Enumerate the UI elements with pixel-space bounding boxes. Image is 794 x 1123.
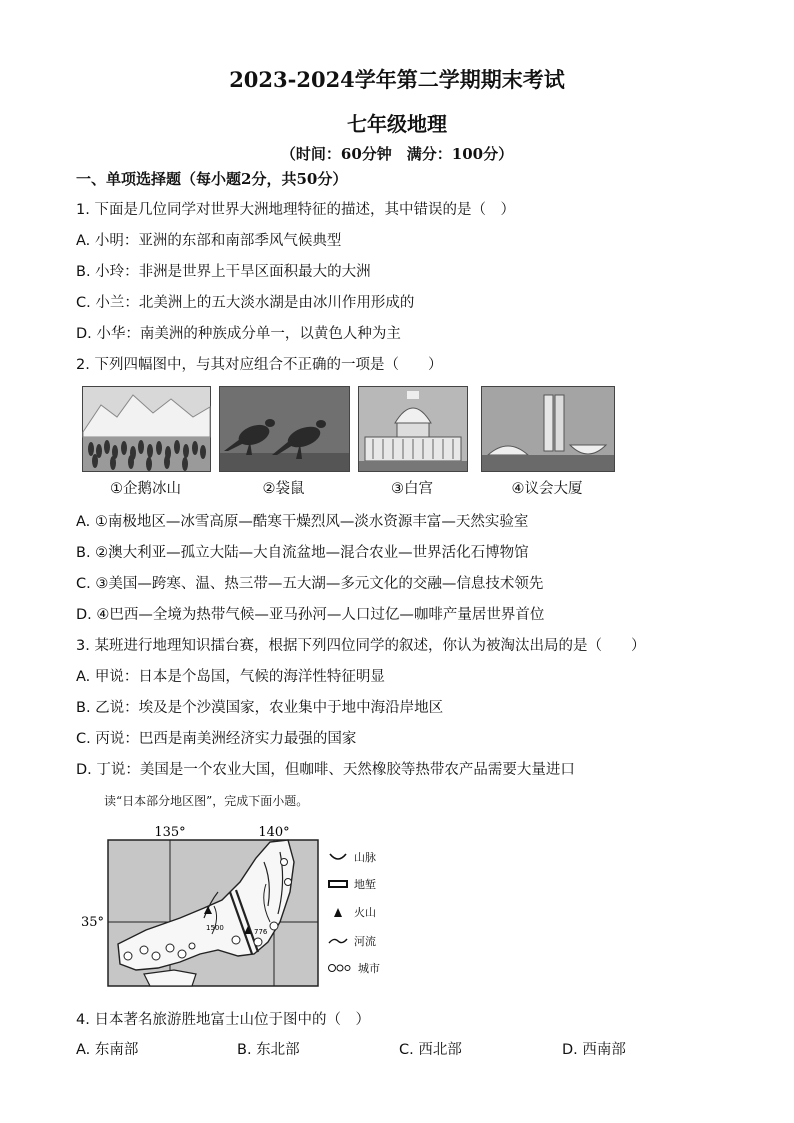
kangaroo-photo — [219, 386, 350, 472]
section-heading: 一、单项选择题（每小题2分，共50分） — [76, 170, 348, 188]
question-1-stem: 1. 下面是几位同学对世界大洲地理特征的描述，其中错误的是（ ） — [76, 202, 515, 218]
question-1-option-d: D. 小华：南美洲的种族成分单一，以黄色人种为主 — [76, 326, 401, 342]
lon-label-140: 140° — [258, 825, 290, 840]
caption-penguin-iceberg: ①企鹅冰山 — [110, 481, 181, 497]
exam-title: 2023-2024学年第二学期期末考试 — [229, 67, 565, 92]
exam-subject: 七年级地理 — [347, 112, 447, 136]
question-3-option-a: A. 甲说：日本是个岛国，气候的海洋性特征明显 — [76, 669, 385, 685]
legend-river — [328, 933, 376, 949]
penguin-iceberg-photo — [82, 386, 211, 472]
exam-time-info: （时间：60分钟 满分：100分） — [280, 145, 514, 163]
question-4-option-b: B. 东北部 — [237, 1042, 300, 1058]
legend-graben-label: 地堑 — [354, 878, 376, 891]
question-1-option-a: A. 小明：亚洲的东部和南部季风气候典型 — [76, 233, 342, 249]
question-1-option-b: B. 小玲：非洲是世界上干旱区面积最大的大洲 — [76, 264, 371, 280]
caption-kangaroo: ②袋鼠 — [262, 481, 305, 497]
lon-label-135: 135° — [154, 825, 186, 840]
question-3-stem: 3. 某班进行地理知识擂台赛，根据下列四位同学的叙述，你认为被淘汰出局的是（ ） — [76, 638, 646, 654]
caption-white-house: ③白宫 — [391, 481, 433, 497]
elevation-label-1500: 1500 — [206, 924, 224, 932]
parliament-building-photo — [481, 386, 615, 472]
legend-mountain-label: 山脉 — [354, 851, 376, 864]
map-intro: 读“日本部分地区图”，完成下面小题。 — [104, 794, 309, 808]
legend-mountain — [328, 849, 376, 865]
city-icon — [328, 963, 352, 973]
lat-label-35: 35° — [80, 915, 104, 930]
river-icon — [328, 936, 348, 946]
japan-map — [80, 822, 324, 992]
legend-volcano-label: 火山 — [354, 906, 376, 919]
question-2-option-d: D. ④巴西—全境为热带气候—亚马孙河—人口过亿—咖啡产量居世界首位 — [76, 607, 545, 623]
legend-graben — [328, 876, 376, 892]
caption-parliament: ④议会大厦 — [511, 481, 583, 497]
elevation-label-776: 776 — [254, 928, 268, 936]
mountain-range-icon — [328, 852, 348, 862]
question-3-option-d: D. 丁说：美国是一个农业大国，但咖啡、天然橡胶等热带农产品需要大量进口 — [76, 762, 575, 778]
question-4-option-c: C. 西北部 — [399, 1042, 462, 1058]
question-1-option-c: C. 小兰：北美洲上的五大淡水湖是由冰川作用形成的 — [76, 295, 415, 311]
volcano-icon — [328, 907, 348, 917]
capitol-building-photo — [358, 386, 468, 472]
legend-city — [328, 960, 380, 976]
question-4-option-d: D. 西南部 — [562, 1042, 626, 1058]
legend-river-label: 河流 — [354, 935, 376, 948]
question-4-option-a: A. 东南部 — [76, 1042, 139, 1058]
question-2-option-a: A. ①南极地区—冰雪高原—酷寒干燥烈风—淡水资源丰富—天然实验室 — [76, 514, 529, 530]
question-2-option-c: C. ③美国—跨寒、温、热三带—五大湖—多元文化的交融—信息技术领先 — [76, 576, 544, 592]
graben-icon — [328, 879, 348, 889]
question-2-option-b: B. ②澳大利亚—孤立大陆—大自流盆地—混合农业—世界活化石博物馆 — [76, 545, 529, 561]
question-3-option-b: B. 乙说：埃及是个沙漠国家，农业集中于地中海沿岸地区 — [76, 700, 444, 716]
legend-volcano — [328, 904, 376, 920]
question-4-stem: 4. 日本著名旅游胜地富士山位于图中的（ ） — [76, 1012, 370, 1028]
question-2-stem: 2. 下列四幅图中，与其对应组合不正确的一项是（ ） — [76, 357, 443, 373]
legend-city-label: 城市 — [358, 962, 380, 975]
question-3-option-c: C. 丙说：巴西是南美洲经济实力最强的国家 — [76, 731, 357, 747]
